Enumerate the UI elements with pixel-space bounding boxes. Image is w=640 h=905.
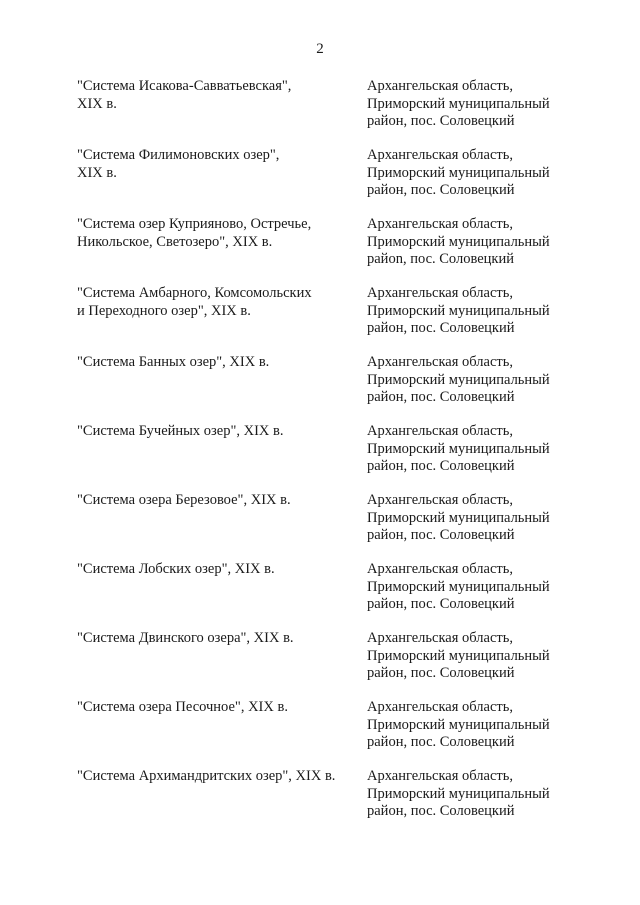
entry-name: "Система озера Березовое", XIX в. (77, 492, 291, 508)
entry-name: "Система Банных озер", XIX в. (77, 354, 270, 370)
list-item (0, 423, 640, 492)
entry-name: "Система озер Куприяново, Остречье, Никольское, Светозеро", XIX в. (77, 216, 312, 250)
list-item (0, 78, 640, 147)
list-item (0, 354, 640, 423)
entry-name: "Система Архимандритских озер", XIX в. (77, 768, 336, 784)
entry-location: Архангельская область, Приморский муниципальный район, пос. Соловецкий (367, 768, 550, 819)
entry-name: "Система Исакова-Савватьевская", XIX в. (77, 78, 292, 112)
entry-name: "Система Филимоновских озер", XIX в. (77, 147, 280, 181)
list-item (0, 630, 640, 699)
list-item (0, 492, 640, 561)
entry-location: Архангельская область, Приморский муниципальный район, пос. Соловецкий (367, 630, 550, 681)
entry-location: Архангельская область, Приморский муниципальный район, пос. Соловецкий (367, 285, 550, 336)
entry-location: Архангельская область, Приморский муниципальный райоn, пос. Соловецкий (367, 216, 550, 267)
entry-name: "Система Двинского озера", XIX в. (77, 630, 294, 646)
list-item (0, 561, 640, 630)
entry-location: Архангельская область, Приморский муниципальный район, пос. Соловецкий (367, 423, 550, 474)
entry-name: "Система Лобских озер", XIX в. (77, 561, 275, 577)
entry-location: Архангельская область, Приморский муниципальный район, пос. Соловецкий (367, 492, 550, 543)
entry-location: Архангельская область, Приморский муниципальный район, пос. Соловецкий (367, 147, 550, 198)
page-number: 2 (316, 41, 324, 57)
list-item (0, 147, 640, 216)
entry-name: "Система озера Песочное", XIX в. (77, 699, 288, 715)
entry-list (0, 78, 640, 837)
entry-name: "Система Амбарного, Комсомольских и Переходного озер", XIX в. (77, 285, 312, 319)
entry-location: Архангельская область, Приморский муниципальный район, пос. Соловецкий (367, 354, 550, 405)
entry-name: "Система Бучейных озер", XIX в. (77, 423, 284, 439)
entry-location: Архангельская область, Приморский муниципальный район, пос. Соловецкий (367, 78, 550, 129)
list-item (0, 285, 640, 354)
list-item (0, 699, 640, 768)
list-item (0, 768, 640, 837)
entry-location: Архангельская область, Приморский муниципальный район, пос. Соловецкий (367, 699, 550, 750)
entry-location: Архангельская область, Приморский муниципальный район, пос. Соловецкий (367, 561, 550, 612)
list-item (0, 216, 640, 285)
